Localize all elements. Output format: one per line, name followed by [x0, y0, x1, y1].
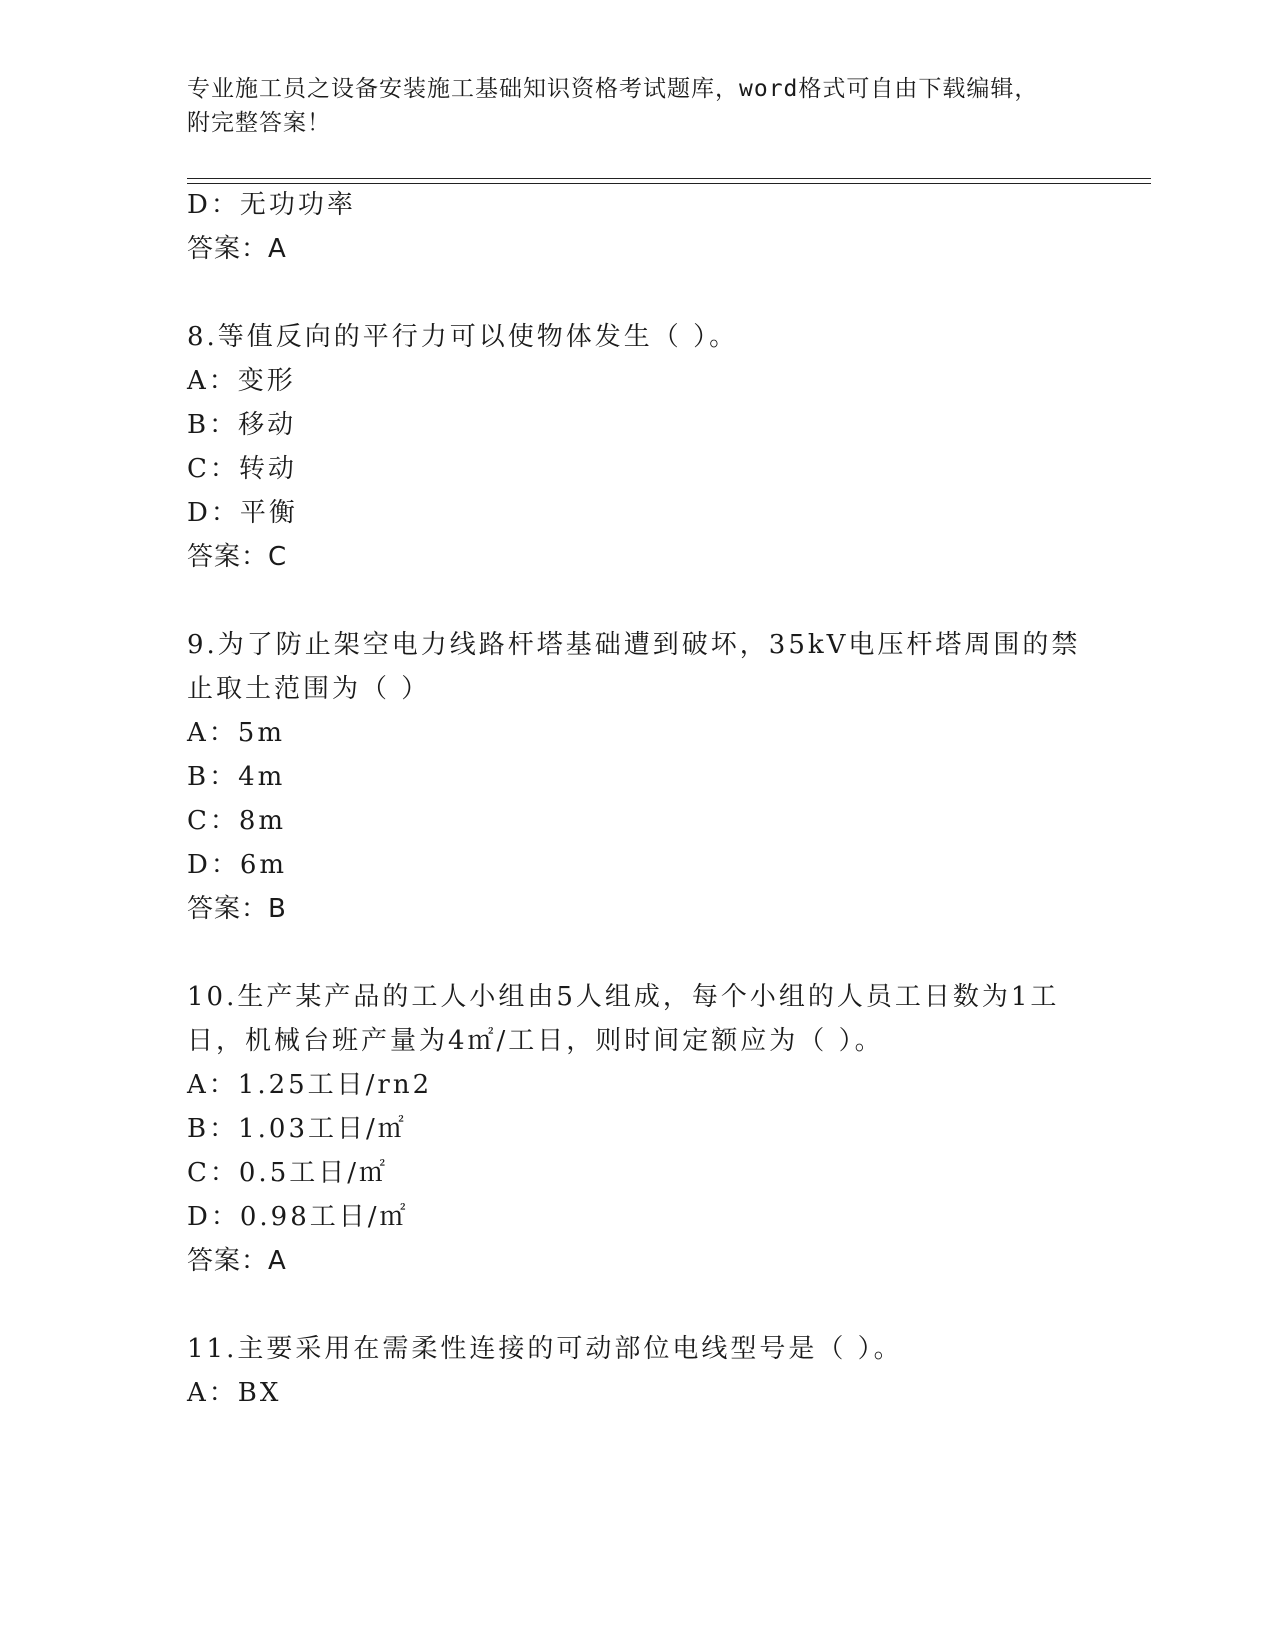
- q8-stem: 8.等值反向的平行力可以使物体发生（ ）。: [187, 322, 739, 352]
- q9-option-d: D：6m: [187, 850, 288, 880]
- q11-stem: 11.主要采用在需柔性连接的可动部位电线型号是（ ）。: [187, 1334, 903, 1364]
- q10-option-c: C：0.5工日/㎡: [187, 1158, 389, 1188]
- q9-option-c: C：8m: [187, 806, 287, 836]
- q7-answer: 答案：A: [187, 234, 287, 264]
- q9-option-b: B：4m: [187, 762, 286, 792]
- q8-option-b: B：移动: [187, 410, 297, 440]
- q9-stem-line-2: 止取土范围为（ ）: [187, 674, 431, 704]
- q8-option-d: D：平衡: [187, 498, 298, 528]
- q11-option-a: A：BX: [187, 1378, 282, 1408]
- q9-option-a: A：5m: [187, 718, 285, 748]
- header-divider-top: [187, 178, 1151, 179]
- q7-option-d: D：无功功率: [187, 190, 356, 220]
- q8-option-c: C：转动: [187, 454, 297, 484]
- q8-answer: 答案：C: [187, 542, 288, 572]
- header-line-2: 附完整答案！: [187, 110, 331, 136]
- q9-stem-line-1: 9.为了防止架空电力线路杆塔基础遭到破坏，35kV电压杆塔周围的禁: [187, 630, 1081, 660]
- q9-answer: 答案：B: [187, 894, 287, 924]
- q10-option-a: A：1.25工日/rn2: [187, 1070, 433, 1100]
- header-line-1: 专业施工员之设备安装施工基础知识资格考试题库，word格式可自由下载编辑，: [187, 76, 1039, 102]
- q10-stem-line-1: 10.生产某产品的工人小组由5人组成，每个小组的人员工日数为1工: [187, 982, 1060, 1012]
- q8-option-a: A：变形: [187, 366, 296, 396]
- q10-answer: 答案：A: [187, 1246, 287, 1276]
- header-divider-bottom: [187, 183, 1151, 184]
- document-header: [187, 72, 1067, 140]
- q10-option-d: D：0.98工日/㎡: [187, 1202, 409, 1232]
- q10-stem-line-2: 日，机械台班产量为4㎡/工日，则时间定额应为（ ）。: [187, 1026, 884, 1056]
- q10-option-b: B：1.03工日/㎡: [187, 1114, 407, 1144]
